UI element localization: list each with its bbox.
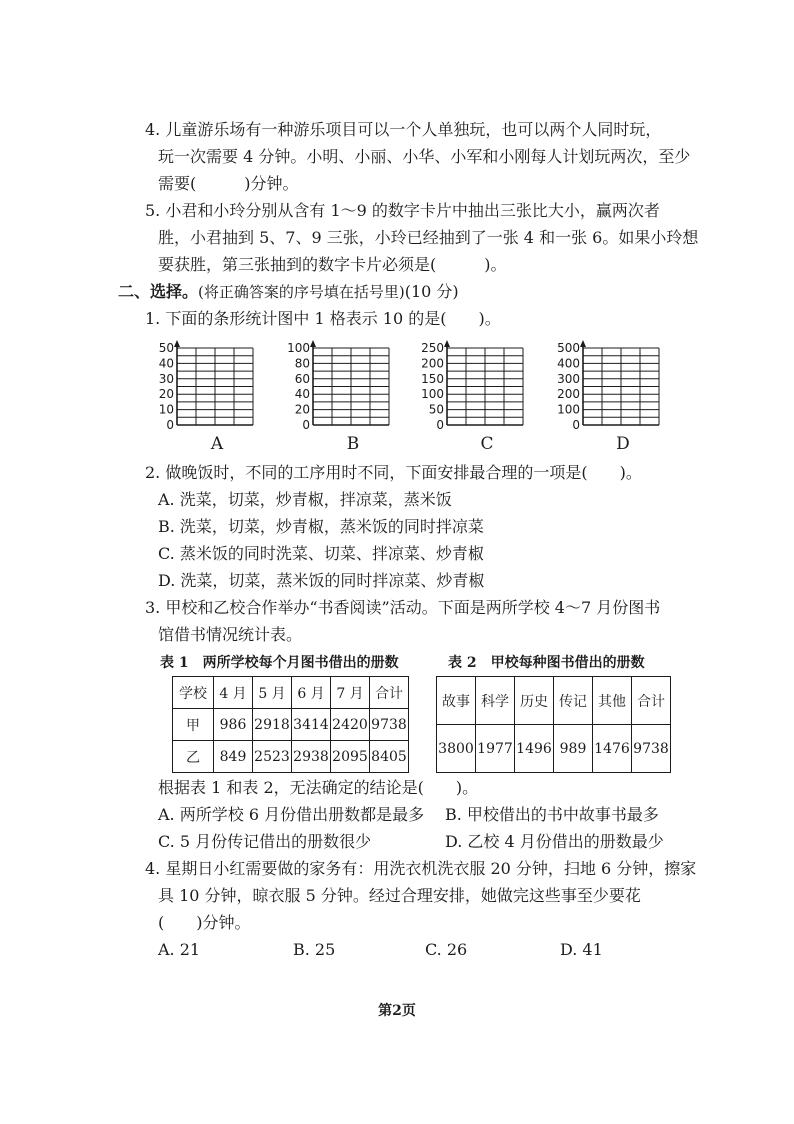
tick-label: 20 <box>158 387 174 402</box>
table1-cell: 849 <box>214 741 253 773</box>
table2-header-cell: 其他 <box>593 677 632 725</box>
table1-cell: 986 <box>214 709 253 741</box>
q3-option-a: A. 两所学校 6 月份借出册数都是最多 <box>158 805 425 824</box>
fill-q4-line3: 需要( )分钟。 <box>158 174 299 193</box>
q4-option-b: B. 25 <box>293 940 336 959</box>
chart-option-label: B <box>346 434 360 454</box>
table2-header-cell: 科学 <box>476 677 515 725</box>
fill-q5-line2: 胜，小君抽到 5、7、9 三张，小玲已经抽到了一张 4 和一张 6。如果小玲想 <box>158 228 699 247</box>
table1-cell: 9738 <box>370 709 409 741</box>
choice-q1-text: 1. 下面的条形统计图中 1 格表示 10 的是( )。 <box>145 309 501 328</box>
q3-option-d: D. 乙校 4 月份借出的册数最少 <box>445 832 664 851</box>
tick-label: 200 <box>421 356 444 371</box>
table1-cell: 2420 <box>331 709 370 741</box>
table2-header-row <box>437 677 671 725</box>
table2-cell: 9738 <box>632 725 671 773</box>
tick-label: 20 <box>294 402 310 417</box>
q2-option-c: C. 蒸米饭的同时洗菜、切菜、拌凉菜、炒青椒 <box>158 544 484 563</box>
tick-label: 40 <box>294 387 310 402</box>
choice-q3-line1: 3. 甲校和乙校合作举办“书香阅读”活动。下面是两所学校 4～7 月份图书 <box>145 598 661 617</box>
tick-label: 500 <box>557 341 580 355</box>
tick-label: 30 <box>158 371 174 386</box>
tick-label: 80 <box>294 356 310 371</box>
table1-cell: 2938 <box>292 741 331 773</box>
table2 <box>436 676 671 773</box>
q4-option-d: D. 41 <box>560 940 603 959</box>
table1-header-cell: 6 月 <box>292 677 331 709</box>
table1-header-row <box>173 677 409 709</box>
choice-q4-line1: 4. 星期日小红需要做的家务有：用洗衣机洗衣服 20 分钟，扫地 6 分钟，擦家 <box>145 859 697 878</box>
tick-label: 200 <box>557 387 580 402</box>
q2-option-b: B. 洗菜，切菜，炒青椒，蒸米饭的同时拌凉菜 <box>158 517 484 536</box>
table1 <box>172 676 409 773</box>
choice-q4-line3: ( )分钟。 <box>158 913 251 932</box>
q3-question: 根据表 1 和表 2，无法确定的结论是( )。 <box>158 778 479 797</box>
table2-header-cell: 故事 <box>437 677 476 725</box>
table2-cell: 1496 <box>515 725 554 773</box>
table1-cell: 2523 <box>253 741 292 773</box>
table1-cell: 3414 <box>292 709 331 741</box>
section2-note: (将正确答案的序号填在括号里) <box>198 283 405 301</box>
fill-q5-line1: 5. 小君和小玲分别从含有 1～9 的数字卡片中抽出三张比大小，赢两次者 <box>145 201 660 220</box>
section2-score: (10 分) <box>404 282 459 301</box>
table2-header-cell: 合计 <box>632 677 671 725</box>
tick-label: 250 <box>421 341 444 355</box>
tick-label: 100 <box>287 341 310 355</box>
table1-row <box>173 709 409 741</box>
q3-option-c: C. 5 月份传记借出的册数很少 <box>158 832 372 851</box>
tick-label: 10 <box>158 402 174 417</box>
fill-q5-line3: 要获胜，第三张抽到的数字卡片必须是( )。 <box>158 255 507 274</box>
tick-label: 400 <box>557 356 580 371</box>
choice-q3-line2: 馆借书情况统计表。 <box>158 625 303 644</box>
table1-cell: 甲 <box>173 709 214 741</box>
table1-row <box>173 741 409 773</box>
table1-cell: 乙 <box>173 741 214 773</box>
table1-cell: 2918 <box>253 709 292 741</box>
tick-label: 50 <box>158 341 174 355</box>
table1-caption: 表 1 两所学校每个月图书借出的册数 <box>160 655 399 671</box>
table2-header-cell: 传记 <box>554 677 593 725</box>
table2-cell: 989 <box>554 725 593 773</box>
tick-label: 150 <box>421 371 444 386</box>
q3-option-b: B. 甲校借出的书中故事书最多 <box>445 805 659 824</box>
tick-label: 40 <box>158 356 174 371</box>
q4-option-a: A. 21 <box>158 940 201 959</box>
table2-caption: 表 2 甲校每种图书借出的册数 <box>448 655 645 671</box>
chart-option-label: D <box>616 434 630 454</box>
chart-option-label: C <box>480 434 494 454</box>
q2-option-d: D. 洗菜，切菜，蒸米饭的同时拌凉菜、炒青椒 <box>158 571 485 590</box>
table1-header-cell: 合计 <box>370 677 409 709</box>
table1-header-cell: 5 月 <box>253 677 292 709</box>
q4-option-c: C. 26 <box>425 940 468 959</box>
table1-cell: 8405 <box>370 741 409 773</box>
table2-header-cell: 历史 <box>515 677 554 725</box>
page-number: 第2页 <box>378 1003 416 1019</box>
fill-q4-line1: 4. 儿童游乐场有一种游乐项目可以一个人单独玩，也可以两个人同时玩， <box>145 120 662 139</box>
table1-header-cell: 7 月 <box>331 677 370 709</box>
tick-label: 100 <box>557 402 580 417</box>
table2-cell: 1476 <box>593 725 632 773</box>
chart-option-label: A <box>210 434 224 454</box>
table1-header-cell: 学校 <box>173 677 214 709</box>
tick-label: 0 <box>302 418 310 432</box>
tick-label: 100 <box>421 387 444 402</box>
y-axis-arrow <box>580 340 586 347</box>
q2-option-a: A. 洗菜，切菜，炒青椒，拌凉菜，蒸米饭 <box>158 490 452 509</box>
table2-cell: 3800 <box>437 725 476 773</box>
tick-label: 300 <box>557 371 580 386</box>
table2-cell: 1977 <box>476 725 515 773</box>
tick-label: 0 <box>436 418 444 432</box>
choice-q4-line2: 具 10 分钟，晾衣服 5 分钟。经过合理安排，她做完这些事至少要花 <box>158 886 641 905</box>
section2-title: 二、选择。 <box>118 282 199 301</box>
tick-label: 0 <box>572 418 580 432</box>
choice-q2-text: 2. 做晚饭时，不同的工序用时不同，下面安排最合理的一项是( )。 <box>145 463 642 482</box>
fill-q4-line2: 玩一次需要 4 分钟。小明、小丽、小华、小军和小刚每人计划玩两次，至少 <box>158 147 691 166</box>
tick-label: 0 <box>166 418 174 432</box>
table1-header-cell: 4 月 <box>214 677 253 709</box>
table1-cell: 2095 <box>331 741 370 773</box>
tick-label: 60 <box>294 371 310 386</box>
tick-label: 50 <box>428 402 444 417</box>
table2-row <box>437 725 671 773</box>
